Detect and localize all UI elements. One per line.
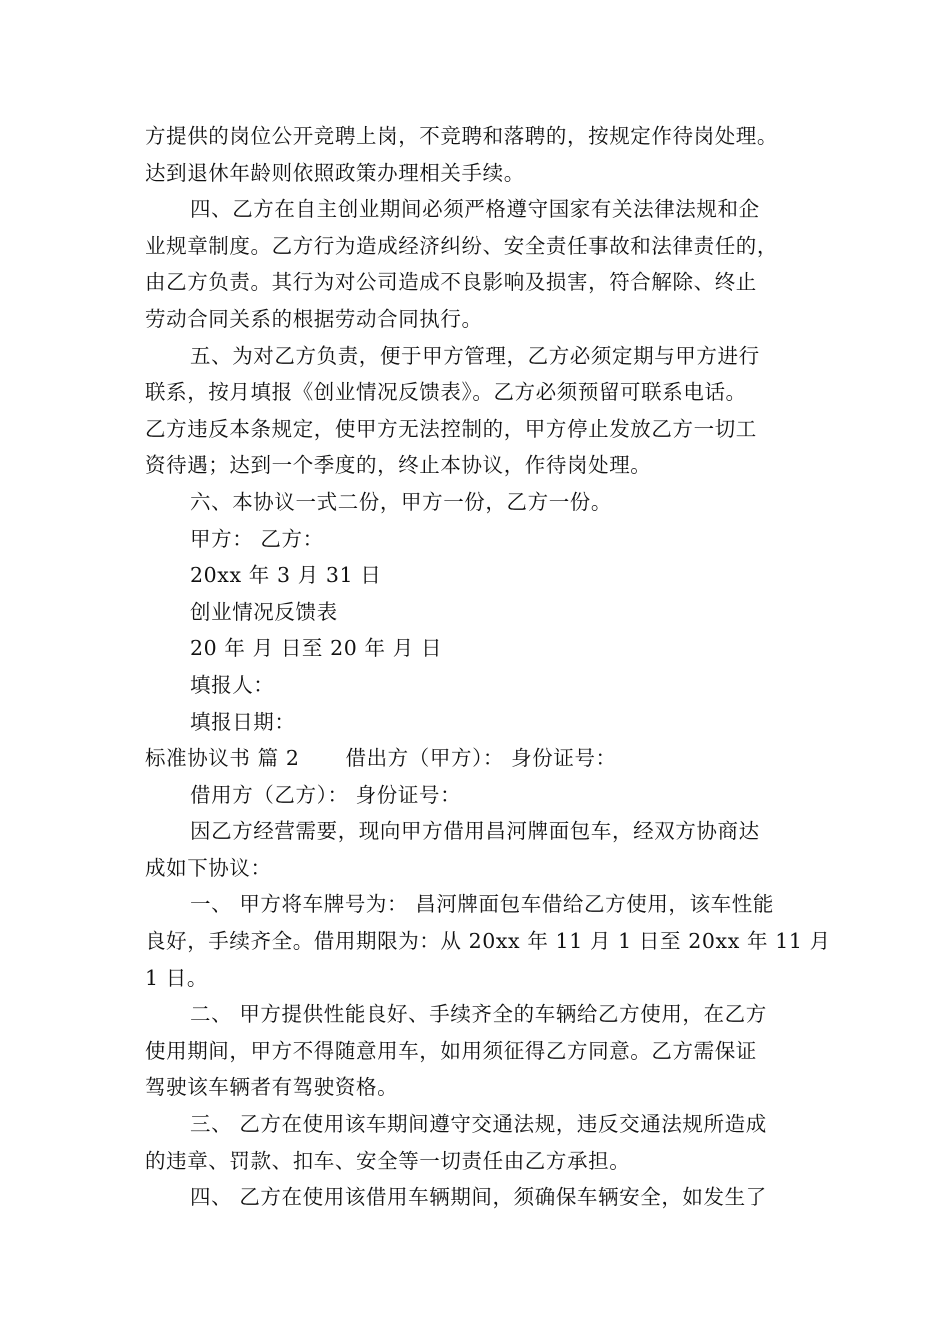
text-line: 达到退休年龄则依照政策办理相关手续。 bbox=[145, 160, 525, 185]
text-line: 由乙方负责。其行为对公司造成不良影响及损害，符合解除、终止 bbox=[145, 270, 757, 295]
clause-2-start: 二、 甲方提供性能良好、手续齐全的车辆给乙方使用，在乙方 bbox=[190, 1002, 767, 1027]
document-body bbox=[145, 118, 831, 1216]
text-line: 乙方违反本条规定，使甲方无法控制的，甲方停止发放乙方一切工 bbox=[145, 416, 757, 441]
borrower-info: 借用方（乙方）： 身份证号： bbox=[190, 782, 462, 807]
text-line: 联系，按月填报《创业情况反馈表》。乙方必须预留可联系电话。 bbox=[145, 380, 747, 405]
clause-1-start: 一、 甲方将车牌号为： 昌河牌面包车借给乙方使用，该车性能 bbox=[190, 892, 774, 917]
section-heading-line bbox=[145, 740, 810, 777]
feedback-form-reporter: 填报人： bbox=[190, 672, 275, 697]
signature-date: 20xx 年 3 月 31 日 bbox=[190, 563, 382, 588]
paragraph-4-start: 四、乙方在自主创业期间必须严格遵守国家有关法律法规和企 bbox=[190, 197, 760, 222]
text-line: 方提供的岗位公开竞聘上岗，不竞聘和落聘的，按规定作待岗处理。 bbox=[145, 124, 778, 148]
text-line: 驾驶该车辆者有驾驶资格。 bbox=[145, 1075, 399, 1100]
feedback-form-title: 创业情况反馈表 bbox=[190, 599, 338, 624]
agreement-intro: 因乙方经营需要，现向甲方借用昌河牌面包车，经双方协商达 bbox=[190, 819, 760, 844]
paragraph-6: 六、本协议一式二份，甲方一份，乙方一份。 bbox=[190, 489, 612, 514]
section-heading: 标准协议书 篇 2 bbox=[145, 746, 300, 771]
lender-info: 借出方（甲方）： 身份证号： bbox=[345, 746, 617, 771]
text-line: 劳动合同关系的根据劳动合同执行。 bbox=[145, 306, 483, 331]
signature-parties: 甲方： 乙方： bbox=[190, 526, 324, 551]
clause-4-start: 四、 乙方在使用该借用车辆期间，须确保车辆安全，如发生了 bbox=[190, 1185, 767, 1210]
text-line: 资待遇；达到一个季度的，终止本协议，作待岗处理。 bbox=[145, 453, 652, 478]
text-line: 1 日。 bbox=[145, 965, 208, 990]
text-line: 业规章制度。乙方行为造成经济纠纷、安全责任事故和法律责任的， bbox=[145, 233, 778, 258]
clause-3-start: 三、 乙方在使用该车期间遵守交通法规，违反交通法规所造成 bbox=[190, 1112, 767, 1137]
text-line: 成如下协议： bbox=[145, 855, 272, 880]
text-line: 的违章、罚款、扣车、安全等一切责任由乙方承担。 bbox=[145, 1148, 631, 1173]
feedback-form-period: 20 年 月 日至 20 年 月 日 bbox=[190, 636, 443, 661]
text-line: 良好，手续齐全。借用期限为：从 20xx 年 11 月 1 日至 20xx 年 11 月 bbox=[145, 929, 831, 954]
text-line: 使用期间，甲方不得随意用车，如用须征得乙方同意。乙方需保证 bbox=[145, 1038, 757, 1063]
feedback-form-date: 填报日期： bbox=[190, 709, 296, 734]
paragraph-5-start: 五、为对乙方负责，便于甲方管理，乙方必须定期与甲方进行 bbox=[190, 343, 760, 368]
